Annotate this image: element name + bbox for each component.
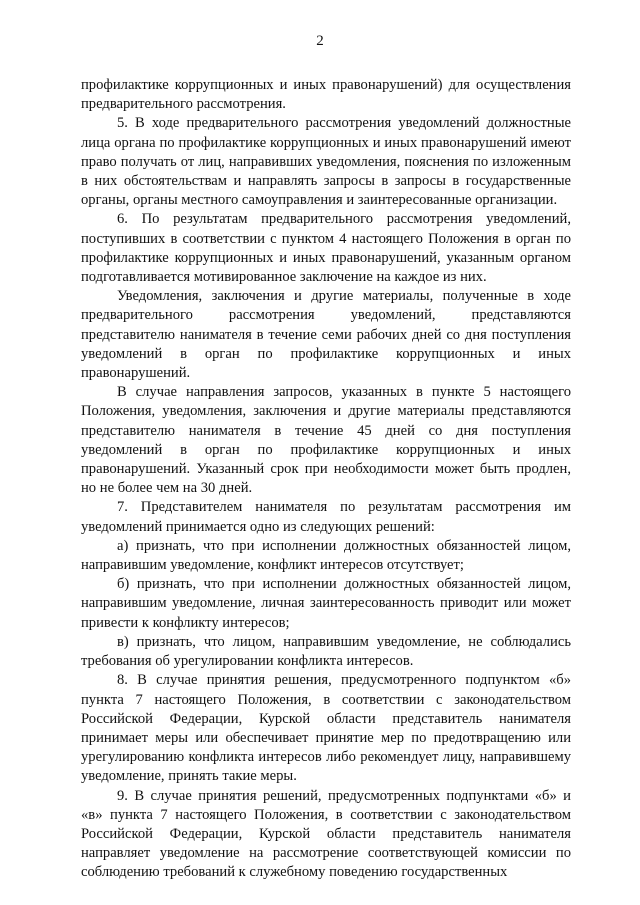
paragraph-item-8: 8. В случае принятия решения, предусмотренного подпунктом «б» пункта 7 настоящего Положения, в соответствии с законодательством Российской Федерации, Курской области представитель нанимателя принимает меры или обеспечивает принятие мер по предотвращению или урегулированию конфликта интересов либо рекомендует лицу, направившему уведомление, принять такие меры. bbox=[81, 672, 571, 785]
paragraph-item-9: 9. В случае принятия решений, предусмотренных подпунктами «б» и «в» пункта 7 настоящего Положения, в соответствии с законодательством Российской Федерации, Курской области представитель нанимателя направляет уведомление на рассмотрение соответствующей комиссии по соблюдению требований к служебному поведению государственных bbox=[81, 787, 571, 881]
paragraph-decision-v: в) признать, что лицом, направившим уведомление, не соблюдались требования об урегулировании конфликта интересов. bbox=[81, 633, 571, 670]
document-body bbox=[81, 76, 571, 883]
paragraph-request-deadline: В случае направления запросов, указанных в пункте 5 настоящего Положения, уведомления, заключения и другие материалы представляются представителю нанимателя в течение 45 дней со дня поступления уведомлений в орган по профилактике коррупционных и иных правонарушений. Указанный срок при необходимости может быть продлен, но не более чем на 30 дней. bbox=[81, 384, 571, 497]
paragraph-item-7: 7. Представителем нанимателя по результатам рассмотрения им уведомлений принимается одно из следующих решений: bbox=[81, 499, 571, 535]
paragraph-decision-a: а) признать, что при исполнении должностных обязанностей лицом, направившим уведомление, конфликт интересов отсутствует; bbox=[81, 537, 571, 574]
paragraph-item-6: 6. По результатам предварительного рассмотрения уведомлений, поступивших в соответствии с пунктом 4 настоящего Положения в орган по профилактике коррупционных и иных правонарушений, указанным органом подготавливается мотивированное заключение на каждое из них. bbox=[81, 211, 571, 286]
paragraph-materials-submission: Уведомления, заключения и другие материалы, полученные в ходе предварительного рассмотрения уведомлений, представляются представителю нанимателя в течение семи рабочих дней со дня поступления уведомлений в орган по профилактике коррупционных и иных правонарушений. bbox=[81, 288, 571, 382]
paragraph-decision-b: б) признать, что при исполнении должностных обязанностей лицом, направившим уведомление, личная заинтересованность приводит или может привести к конфликту интересов; bbox=[81, 576, 571, 631]
paragraph-item-5: 5. В ходе предварительного рассмотрения уведомлений должностные лица органа по профилактике коррупционных и иных правонарушений имеют право получать от лиц, направивших уведомления, пояснения по изложенным в них обстоятельствам и направлять запросы в запросы в государственные органы, органы местного самоуправления и заинтересованные организации. bbox=[81, 115, 571, 209]
page-number: 2 bbox=[316, 33, 324, 49]
paragraph-continuation: профилактике коррупционных и иных правонарушений) для осуществления предварительного рассмотрения. bbox=[81, 77, 571, 113]
